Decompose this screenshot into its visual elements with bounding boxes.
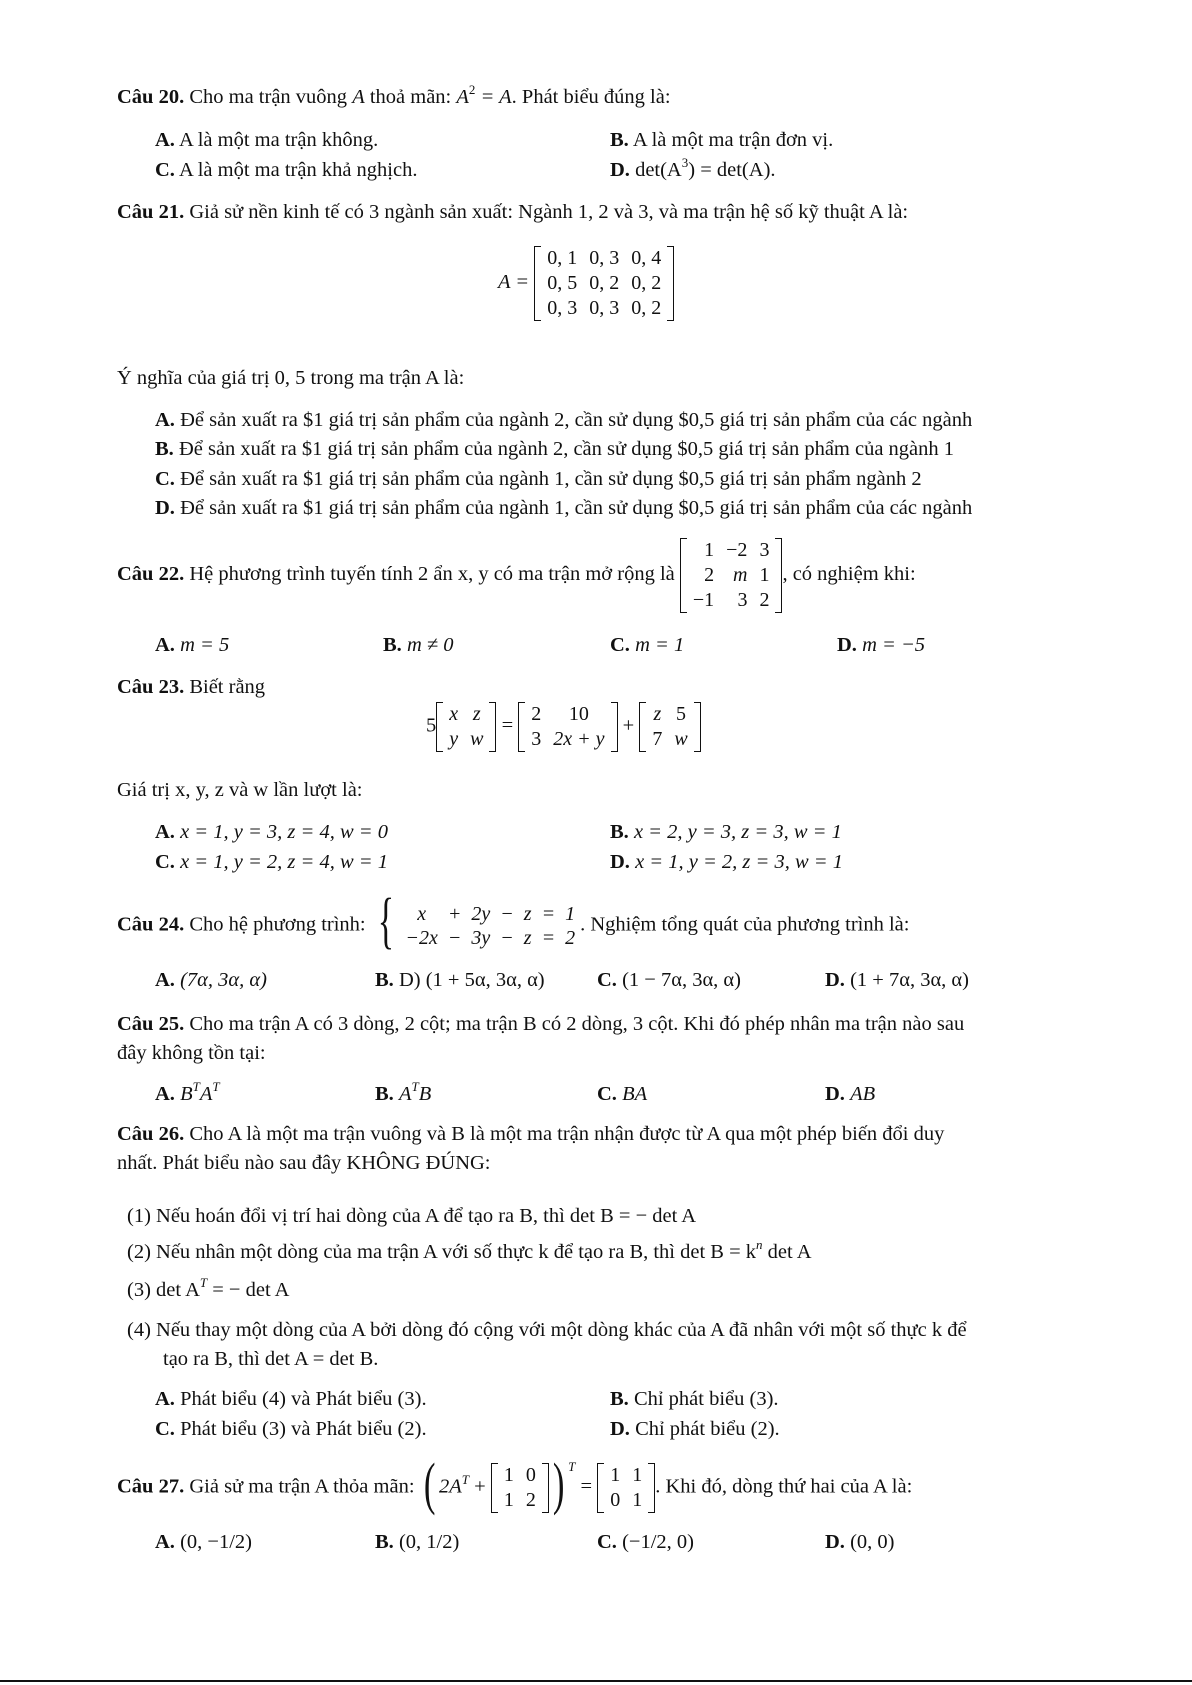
option-label: B. xyxy=(383,634,402,656)
q23-matrix-1 xyxy=(436,702,496,752)
q23-option-c[interactable] xyxy=(155,850,388,875)
q22-label: Câu 22. xyxy=(117,563,185,586)
q21-matrix xyxy=(534,246,674,321)
option-label: B. xyxy=(375,1531,394,1553)
q27-exp: T xyxy=(461,1471,469,1487)
statement-text: (2) Nếu nhân một dòng của ma trận A với số thực k để tạo ra B, thì det B = k xyxy=(127,1241,757,1263)
q26-statement-2 xyxy=(127,1237,812,1265)
system-op: − xyxy=(500,903,514,925)
q25-option-a[interactable] xyxy=(155,1079,220,1107)
matrix-cell: 0 xyxy=(610,1489,621,1511)
left-paren: ( xyxy=(423,1451,436,1516)
q20-text-after: . Phát biểu đúng là: xyxy=(511,86,671,108)
statement-exp: n xyxy=(756,1237,763,1252)
q20-stem xyxy=(117,82,671,110)
q20-eq-rhs: = A xyxy=(480,86,512,108)
q27-stem xyxy=(117,1451,913,1517)
option-label: C. xyxy=(597,1083,617,1105)
q23-stem xyxy=(117,675,265,700)
option-text: x = 1, y = 2, z = 3, w = 1 xyxy=(635,851,843,873)
matrix-cell: z xyxy=(653,703,662,725)
option-label: C. xyxy=(155,851,175,873)
option-text: A xyxy=(199,1083,213,1105)
q22-option-c[interactable] xyxy=(610,633,684,658)
matrix-cell: 0, 4 xyxy=(631,247,662,269)
option-text: (0, 1/2) xyxy=(398,1531,460,1553)
option-label: A. xyxy=(155,409,175,431)
matrix-cell: 0, 2 xyxy=(631,272,662,294)
q23-question: Giá trị x, y, z và w lần lượt là: xyxy=(117,779,363,801)
option-text: Để sản xuất ra $1 giá trị sản phẩm của ngành 2, cần sử dụng $0,5 giá trị sản phẩm của các ngành xyxy=(180,409,973,431)
q21-question: Ý nghĩa của giá trị 0, 5 trong ma trận A là: xyxy=(117,367,465,389)
matrix-cell: 0, 1 xyxy=(547,247,578,269)
q27-matrix-1 xyxy=(491,1463,549,1513)
q20-text-mid: thoả mãn: xyxy=(369,86,452,108)
q23-plus: + xyxy=(622,714,635,737)
q26-statement-3 xyxy=(127,1275,290,1303)
q27-text-after: . Khi đó, dòng thứ hai của A là: xyxy=(655,1475,913,1498)
q20-text: Cho ma trận vuông xyxy=(189,86,348,108)
option-text: x = 2, y = 3, z = 3, w = 1 xyxy=(633,821,842,843)
option-text: x = 1, y = 2, z = 4, w = 1 xyxy=(180,851,388,873)
q21-option-c[interactable] xyxy=(155,467,922,492)
matrix-cell: w xyxy=(470,728,484,750)
option-label: D. xyxy=(825,1083,845,1105)
q24-label: Câu 24. xyxy=(117,913,185,936)
option-label: D. xyxy=(825,1531,845,1553)
q26-statement-1: (1) Nếu hoán đổi vị trí hai dòng của A để tạo ra B, thì det B = − det A xyxy=(127,1205,697,1227)
right-paren: ) xyxy=(552,1451,565,1516)
system-term: −2x xyxy=(405,927,438,949)
matrix-cell: 7 xyxy=(652,728,663,750)
option-exp: T xyxy=(192,1079,200,1094)
q20-eq-lhs: A xyxy=(456,86,469,108)
q27-label: Câu 27. xyxy=(117,1475,185,1498)
option-label: D. xyxy=(610,1418,630,1440)
option-text: m ≠ 0 xyxy=(406,634,454,656)
q23-text: Biết rằng xyxy=(189,676,266,698)
matrix-cell: 0, 5 xyxy=(547,272,578,294)
matrix-cell: y xyxy=(449,728,459,750)
system-op: + xyxy=(447,903,462,925)
q20-option-a[interactable] xyxy=(155,128,378,153)
q23-equals: = xyxy=(501,714,514,737)
q22-option-a[interactable] xyxy=(155,633,229,658)
option-text: A là một ma trận không. xyxy=(178,129,379,151)
q21-option-a[interactable] xyxy=(155,408,972,433)
matrix-cell: 0, 3 xyxy=(589,297,620,319)
q25-option-c[interactable] xyxy=(597,1082,647,1107)
option-label: D. xyxy=(825,969,845,991)
q24-text: Cho hệ phương trình: xyxy=(189,913,366,936)
q27-expr: 2A xyxy=(438,1475,462,1498)
q27-equals: = xyxy=(580,1475,593,1498)
option-text: x = 1, y = 3, z = 4, w = 0 xyxy=(180,821,388,843)
q20-var: A xyxy=(352,86,365,108)
matrix-cell: −2 xyxy=(726,539,748,561)
q27-outer-exp: T xyxy=(568,1458,576,1474)
q26-statement-4-cont: tạo ra B, thì det A = det B. xyxy=(163,1348,379,1370)
matrix-cell: −1 xyxy=(692,589,715,611)
matrix-cell: 1 xyxy=(704,539,715,561)
q25-stem-line1 xyxy=(117,1012,964,1037)
q22-option-b[interactable] xyxy=(383,633,454,658)
option-label: B. xyxy=(375,969,394,991)
option-label: D. xyxy=(610,159,630,181)
option-label: D. xyxy=(837,634,857,656)
option-text: m = 1 xyxy=(635,634,685,656)
q27-option-a[interactable] xyxy=(155,1530,252,1555)
option-text: Chỉ phát biểu (3). xyxy=(633,1388,779,1410)
system-term: z xyxy=(523,927,532,949)
q26-option-a[interactable] xyxy=(155,1387,427,1412)
q24-option-a[interactable] xyxy=(155,968,267,993)
q26-option-d[interactable] xyxy=(610,1417,780,1442)
q27-text: Giả sử ma trận A thỏa mãn: xyxy=(189,1475,415,1498)
statement-text: = − det A xyxy=(207,1279,290,1301)
q25-option-d[interactable] xyxy=(825,1082,875,1107)
q27-option-b[interactable] xyxy=(375,1530,459,1555)
q22-text-after: , có nghiệm khi: xyxy=(782,563,916,586)
q21-option-b[interactable] xyxy=(155,437,954,462)
option-label: D. xyxy=(610,851,630,873)
matrix-cell: 1 xyxy=(632,1489,643,1511)
q22-matrix xyxy=(680,538,783,613)
option-text: A là một ma trận đơn vị. xyxy=(632,129,834,151)
matrix-cell: 1 xyxy=(759,564,770,586)
option-label: A. xyxy=(155,634,175,656)
option-label: A. xyxy=(155,1083,175,1105)
q21-label: Câu 21. xyxy=(117,201,185,223)
brace-symbol: { xyxy=(377,887,394,955)
q24-stem xyxy=(117,887,910,957)
option-text: (1 + 7α, 3α, α) xyxy=(850,969,969,991)
q26-statement-4: (4) Nếu thay một dòng của A bởi dòng đó cộng với một dòng khác của A đã nhân với một số thực k để xyxy=(127,1319,967,1341)
option-text: det(A xyxy=(635,159,682,181)
option-label: C. xyxy=(597,1531,617,1553)
matrix-cell: 1 xyxy=(503,1489,514,1511)
q26-option-b[interactable] xyxy=(610,1387,779,1412)
q25-option-b[interactable] xyxy=(375,1079,432,1107)
option-label: A. xyxy=(155,821,175,843)
matrix-cell: w xyxy=(674,728,688,750)
matrix-cell: 0, 2 xyxy=(631,297,662,319)
matrix-cell: 1 xyxy=(503,1464,514,1486)
matrix-cell: z xyxy=(472,703,481,725)
option-label: D. xyxy=(155,497,175,519)
q27-option-c[interactable] xyxy=(597,1530,694,1555)
option-label: B. xyxy=(375,1083,394,1105)
q21-matrix-equation xyxy=(498,246,674,321)
q21-option-d[interactable] xyxy=(155,496,972,521)
option-text: Phát biểu (4) và Phát biểu (3). xyxy=(180,1388,427,1410)
matrix-cell: 0, 3 xyxy=(547,297,578,319)
option-exp: T xyxy=(212,1079,220,1094)
page-bottom-rule xyxy=(0,1680,1192,1682)
option-text: (0, 0) xyxy=(850,1531,895,1553)
option-label: A. xyxy=(155,1531,175,1553)
option-label: A. xyxy=(155,969,175,991)
q21-stem xyxy=(117,200,908,225)
system-term: z xyxy=(523,903,532,925)
matrix-cell: x xyxy=(449,703,459,725)
option-text: m = 5 xyxy=(180,634,230,656)
q23-matrix-2 xyxy=(518,702,617,752)
q27-option-d[interactable] xyxy=(825,1530,894,1555)
q26-label: Câu 26. xyxy=(117,1123,185,1145)
statement-text: det A xyxy=(762,1241,812,1263)
option-label: B. xyxy=(610,1388,629,1410)
matrix-cell: 1 xyxy=(632,1464,643,1486)
system-term: 2y xyxy=(471,903,491,925)
q21-matrix-name: A = xyxy=(498,271,530,294)
q23-option-a[interactable] xyxy=(155,820,388,845)
matrix-cell: 0, 3 xyxy=(589,247,620,269)
q21-text: Giả sử nền kinh tế có 3 ngành sản xuất: Ngành 1, 2 và 3, và ma trận hệ số kỹ thuật A là: xyxy=(189,201,909,223)
option-text: (7α, 3α, α) xyxy=(180,969,267,991)
q23-matrix-3 xyxy=(639,702,700,752)
option-text: Chỉ phát biểu (2). xyxy=(635,1418,780,1440)
matrix-cell: 2 xyxy=(704,564,715,586)
option-label: A. xyxy=(155,1388,175,1410)
q20-option-c[interactable] xyxy=(155,158,417,183)
matrix-cell: 2 xyxy=(759,589,770,611)
matrix-cell: 0, 2 xyxy=(589,272,620,294)
matrix-cell: m xyxy=(732,564,748,586)
option-label: C. xyxy=(155,1418,175,1440)
q27-matrix-2 xyxy=(597,1463,655,1513)
q24-option-d[interactable] xyxy=(825,968,969,993)
option-text: Để sản xuất ra $1 giá trị sản phẩm của ngành 1, cần sử dụng $0,5 giá trị sản phẩm ngành 2 xyxy=(180,468,922,490)
option-text: (0, −1/2) xyxy=(180,1531,252,1553)
option-text: (1 − 7α, 3α, α) xyxy=(622,969,741,991)
option-text: B xyxy=(180,1083,193,1105)
option-label: C. xyxy=(155,159,175,181)
option-text: D) (1 + 5α, 3α, α) xyxy=(398,969,545,991)
option-text: BA xyxy=(622,1083,648,1105)
system-term: x xyxy=(417,903,427,925)
option-text: m = −5 xyxy=(862,634,926,656)
option-text: A xyxy=(398,1083,412,1105)
q24-text-after: . Nghiệm tổng quát của phương trình là: xyxy=(580,913,910,936)
option-label: C. xyxy=(597,969,617,991)
matrix-cell: 2x + y xyxy=(553,728,605,750)
system-op: = xyxy=(541,903,556,925)
q26-stem-line1 xyxy=(117,1122,944,1147)
option-label: B. xyxy=(155,438,174,460)
q22-text: Hệ phương trình tuyến tính 2 ẩn x, y có ma trận mở rộng là xyxy=(189,563,675,586)
q24-option-c[interactable] xyxy=(597,968,741,993)
option-label: A. xyxy=(155,129,175,151)
option-exp: T xyxy=(411,1079,419,1094)
matrix-cell: 3 xyxy=(531,728,542,750)
option-text: Để sản xuất ra $1 giá trị sản phẩm của ngành 1, cần sử dụng $0,5 giá trị sản phẩm của các ngành xyxy=(180,497,973,519)
option-text: A là một ma trận khả nghịch. xyxy=(178,159,418,181)
q20-label: Câu 20. xyxy=(117,86,185,108)
q23-option-b[interactable] xyxy=(610,820,842,845)
q26-option-c[interactable] xyxy=(155,1417,427,1442)
option-label: C. xyxy=(610,634,630,656)
q22-option-d[interactable] xyxy=(837,633,925,658)
system-term: 3y xyxy=(471,927,491,949)
q20-option-b[interactable] xyxy=(610,128,833,153)
system-op: = xyxy=(541,927,556,949)
system-op: − xyxy=(447,927,462,949)
statement-exp: T xyxy=(199,1275,208,1290)
q22-stem xyxy=(117,538,916,613)
option-text: (−1/2, 0) xyxy=(622,1531,694,1553)
option-label: B. xyxy=(610,821,629,843)
matrix-cell: 2 xyxy=(525,1489,536,1511)
option-text: ) = det(A). xyxy=(688,159,776,181)
matrix-cell: 2 xyxy=(531,703,542,725)
q27-plus: + xyxy=(474,1475,486,1498)
q26-stem-line2: nhất. Phát biểu nào sau đây KHÔNG ĐÚNG: xyxy=(117,1152,491,1174)
matrix-cell: 3 xyxy=(737,589,748,611)
matrix-cell: 5 xyxy=(676,703,687,725)
option-label: C. xyxy=(155,468,175,490)
system-term: 1 xyxy=(565,903,576,925)
option-label: B. xyxy=(610,129,629,151)
q20-option-d[interactable] xyxy=(610,155,776,183)
option-text: Để sản xuất ra $1 giá trị sản phẩm của ngành 2, cần sử dụng $0,5 giá trị sản phẩm của ngành 1 xyxy=(178,438,955,460)
q23-option-d[interactable] xyxy=(610,850,843,875)
option-text: AB xyxy=(850,1083,876,1105)
matrix-cell: 10 xyxy=(568,703,589,725)
system-term: 2 xyxy=(565,927,576,949)
q23-label: Câu 23. xyxy=(117,676,185,698)
system-op: − xyxy=(500,927,514,949)
option-text: B xyxy=(418,1083,432,1105)
q23-matrix-equation xyxy=(426,702,701,752)
matrix-cell: 1 xyxy=(610,1464,621,1486)
option-exp: 3 xyxy=(681,155,689,170)
q24-system xyxy=(401,902,581,950)
q25-stem-line2: đây không tồn tại: xyxy=(117,1042,266,1064)
q20-eq-exp: 2 xyxy=(468,82,476,97)
q25-label: Câu 25. xyxy=(117,1013,185,1035)
q26-text: Cho A là một ma trận vuông và B là một ma trận nhận được từ A qua một phép biến đổi duy xyxy=(189,1123,945,1145)
statement-text: (3) det A xyxy=(127,1279,200,1301)
q23-coef: 5 xyxy=(426,714,437,737)
option-text: Phát biểu (3) và Phát biểu (2). xyxy=(180,1418,427,1440)
matrix-cell: 3 xyxy=(759,539,770,561)
q24-option-b[interactable] xyxy=(375,968,545,993)
q25-text: Cho ma trận A có 3 dòng, 2 cột; ma trận B có 2 dòng, 3 cột. Khi đó phép nhân ma trận nào sau xyxy=(189,1013,965,1035)
matrix-cell: 0 xyxy=(525,1464,536,1486)
